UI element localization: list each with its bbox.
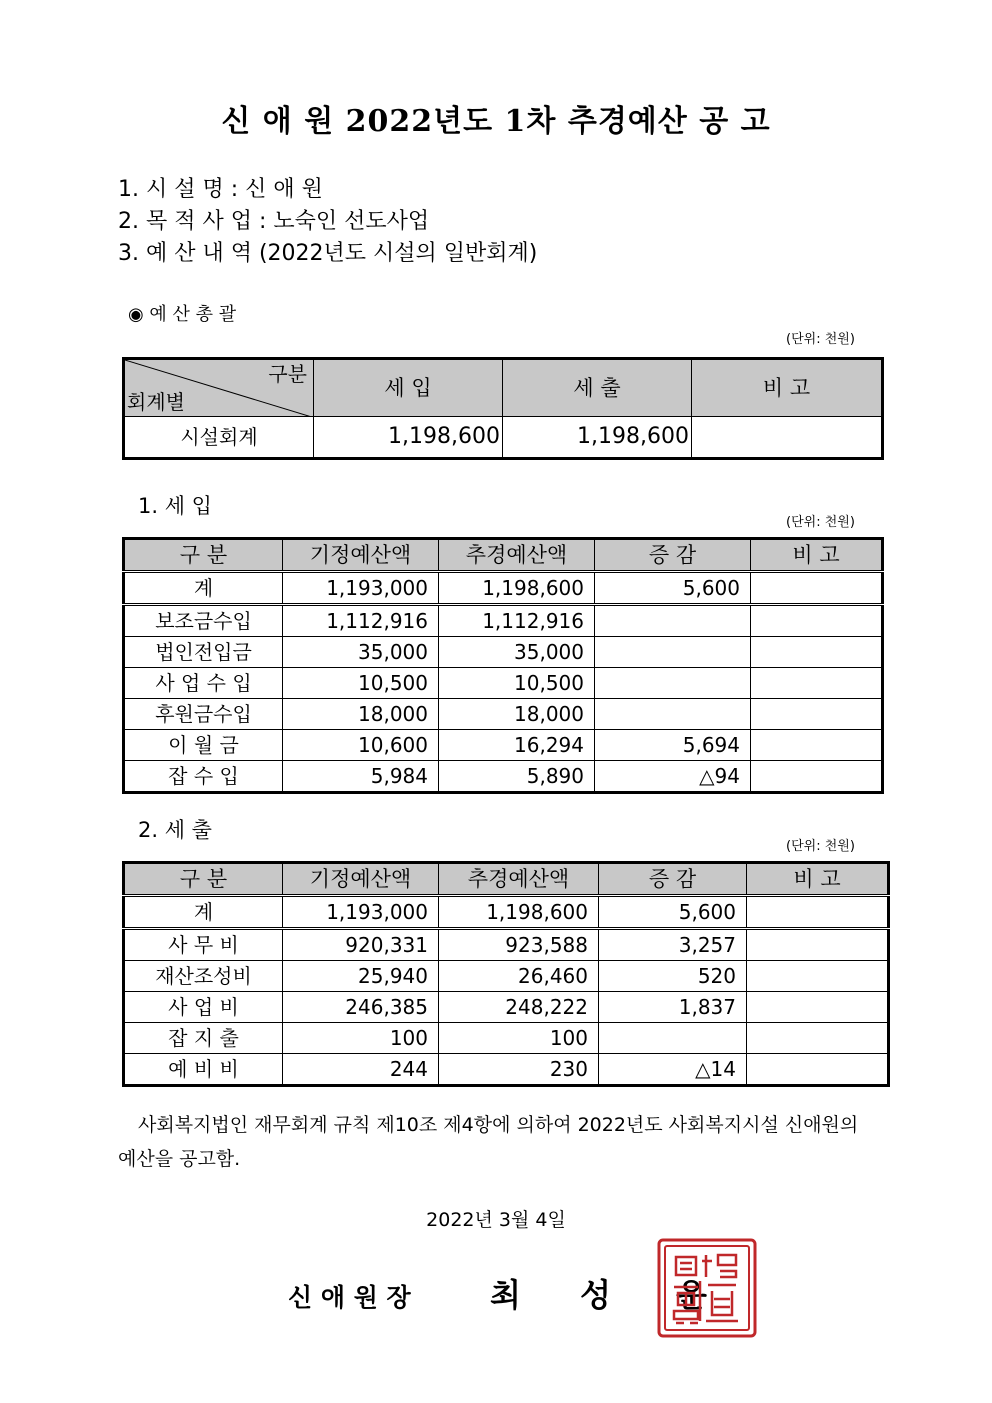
table-row (124, 1023, 889, 1054)
summary-heading: ◉ 예 산 총 괄 (128, 304, 237, 325)
expense-header: 추경예산액 (439, 863, 599, 896)
cell: 16,294 (439, 730, 595, 761)
table-row (124, 668, 883, 699)
cell (747, 1054, 889, 1086)
cell: 사 업 비 (124, 992, 283, 1023)
cell (751, 699, 883, 730)
income-header: 기정예산액 (283, 539, 439, 572)
cell (751, 668, 883, 699)
table-row (124, 896, 889, 929)
table-row (124, 1054, 889, 1086)
diag-top-label: 구분 (268, 362, 307, 386)
income-table (122, 537, 884, 794)
income-header: 추경예산액 (439, 539, 595, 572)
cell (751, 637, 883, 668)
signer-name-1: 최 (490, 1276, 521, 1314)
cell (595, 605, 751, 637)
income-unit: (단위: 천원) (786, 515, 855, 530)
cell: 10,600 (283, 730, 439, 761)
official-seal-icon (656, 1237, 758, 1339)
table-row (124, 637, 883, 668)
cell (595, 699, 751, 730)
cell (751, 605, 883, 637)
cell: 246,385 (283, 992, 439, 1023)
cell (751, 572, 883, 605)
expense-header: 기정예산액 (283, 863, 439, 896)
cell: 100 (283, 1023, 439, 1054)
summary-row-income: 1,198,600 (314, 417, 503, 459)
info-budget: 3. 예 산 내 역 (2022년도 시설의 일반회계) (118, 241, 538, 266)
cell: 923,588 (439, 929, 599, 961)
cell: 3,257 (599, 929, 747, 961)
cell: 1,112,916 (283, 605, 439, 637)
cell: △14 (599, 1054, 747, 1086)
summary-diag-cell (124, 359, 314, 417)
cell (595, 668, 751, 699)
cell: 1,112,916 (439, 605, 595, 637)
diag-bottom-label: 회계별 (127, 390, 185, 414)
cell: 계 (124, 896, 283, 929)
income-heading: 1. 세 입 (138, 494, 212, 518)
cell: 1,198,600 (439, 896, 599, 929)
cell (595, 637, 751, 668)
signer-name-3: 운 (676, 1276, 707, 1314)
cell: 잡 수 입 (124, 761, 283, 793)
cell: 사 무 비 (124, 929, 283, 961)
cell: 후원금수입 (124, 699, 283, 730)
cell: 사 업 수 입 (124, 668, 283, 699)
table-row (124, 929, 889, 961)
notice-text: 사회복지법인 재무회계 규칙 제10조 제4항에 의하여 2022년도 사회복지시설 신애원의 예산을 공고함. (118, 1114, 859, 1170)
cell: 1,837 (599, 992, 747, 1023)
expense-header: 증 감 (599, 863, 747, 896)
cell: 재산조성비 (124, 961, 283, 992)
cell: 보조금수입 (124, 605, 283, 637)
cell (747, 961, 889, 992)
info-purpose: 2. 목 적 사 업 : 노숙인 선도사업 (118, 209, 430, 234)
summary-col-note: 비 고 (692, 359, 883, 417)
cell: 5,694 (595, 730, 751, 761)
cell: 1,193,000 (283, 572, 439, 605)
cell: 25,940 (283, 961, 439, 992)
cell: 10,500 (283, 668, 439, 699)
cell: 520 (599, 961, 747, 992)
signer-name-2: 성 (580, 1276, 611, 1314)
cell: 잡 지 출 (124, 1023, 283, 1054)
table-row (124, 992, 889, 1023)
cell: 100 (439, 1023, 599, 1054)
cell: 35,000 (439, 637, 595, 668)
cell: 248,222 (439, 992, 599, 1023)
summary-table (122, 357, 884, 460)
notice-date: 2022년 3월 4일 (426, 1209, 566, 1231)
expense-heading: 2. 세 출 (138, 818, 212, 842)
cell: 18,000 (283, 699, 439, 730)
table-row (124, 605, 883, 637)
cell: 244 (283, 1054, 439, 1086)
expense-table (122, 861, 890, 1087)
table-row (124, 730, 883, 761)
cell: 35,000 (283, 637, 439, 668)
summary-col-expense: 세 출 (503, 359, 692, 417)
expense-header: 구 분 (124, 863, 283, 896)
income-header: 비 고 (751, 539, 883, 572)
cell (747, 1023, 889, 1054)
expense-header: 비 고 (747, 863, 889, 896)
cell (599, 1023, 747, 1054)
cell: 5,890 (439, 761, 595, 793)
cell: △94 (595, 761, 751, 793)
summary-unit: (단위: 천원) (786, 332, 855, 347)
cell: 1,193,000 (283, 896, 439, 929)
cell: 법인전입금 (124, 637, 283, 668)
cell: 예 비 비 (124, 1054, 283, 1086)
cell: 920,331 (283, 929, 439, 961)
cell: 230 (439, 1054, 599, 1086)
signer-title: 신 애 원 장 (288, 1283, 411, 1312)
income-header: 증 감 (595, 539, 751, 572)
cell: 5,984 (283, 761, 439, 793)
cell: 이 월 금 (124, 730, 283, 761)
cell: 18,000 (439, 699, 595, 730)
cell: 10,500 (439, 668, 595, 699)
cell (747, 896, 889, 929)
table-row (124, 761, 883, 793)
income-header: 구 분 (124, 539, 283, 572)
table-row (124, 572, 883, 605)
summary-row-label: 시설회계 (124, 417, 314, 459)
summary-row-expense: 1,198,600 (503, 417, 692, 459)
info-facility: 1. 시 설 명 : 신 애 원 (118, 177, 323, 202)
expense-unit: (단위: 천원) (786, 839, 855, 854)
table-row (124, 699, 883, 730)
cell: 계 (124, 572, 283, 605)
summary-col-income: 세 입 (314, 359, 503, 417)
cell (751, 730, 883, 761)
cell: 26,460 (439, 961, 599, 992)
cell (747, 992, 889, 1023)
cell (751, 761, 883, 793)
cell (747, 929, 889, 961)
cell: 5,600 (599, 896, 747, 929)
table-row (124, 961, 889, 992)
cell: 5,600 (595, 572, 751, 605)
summary-row-note (692, 417, 883, 459)
page-title: 신 애 원 2022년도 1차 추경예산 공 고 (221, 104, 771, 139)
cell: 1,198,600 (439, 572, 595, 605)
